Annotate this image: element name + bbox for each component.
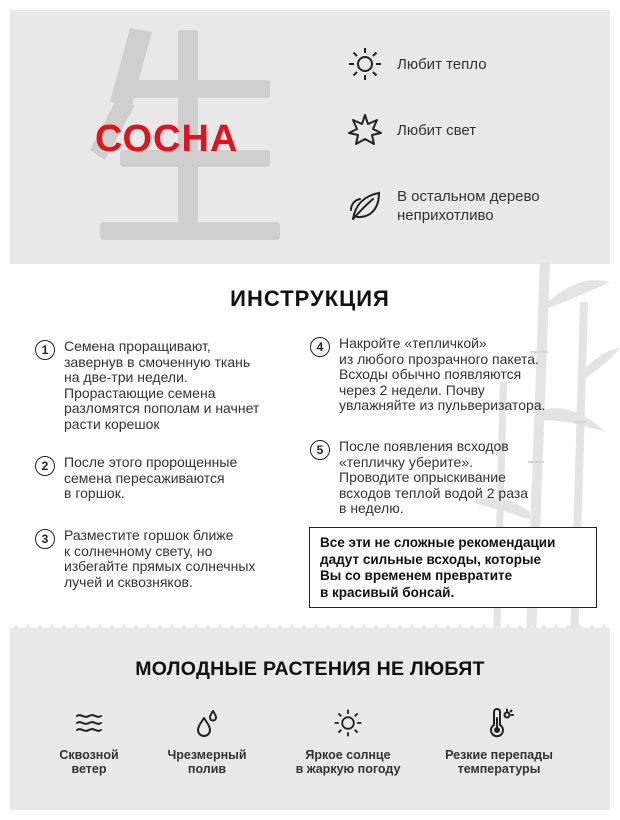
step-number: 3 [35,529,55,549]
star-light-icon [345,110,385,150]
step-number: 5 [310,440,330,460]
wind-icon [72,706,106,740]
step-text: Накройте «тепличкой» из любого прозрачного пакета. Всходы обычно появляются через 2 недели. Почву увлажняйте из пульверизатора. [339,335,546,413]
feature-label: В остальном дерево неприхотливо [397,188,540,224]
step-1 [35,339,259,432]
header-panel [10,10,610,264]
dislike-bright-sun [283,706,413,776]
dislikes-title: МОЛОДНЫЕ РАСТЕНИЯ НЕ ЛЮБЯТ [135,658,485,680]
step-text: После этого пророщенные семена пересаживаются в горшок. [64,454,238,501]
step-text: После появления всходов «тепличку уберите». Проводите опрыскивание всходов теплой водой 2 раза в неделю. [339,438,529,516]
step-2 [35,455,237,502]
feature-light [345,110,597,150]
feature-label: Любит свет [397,121,477,139]
dislike-wind [24,706,154,776]
dislike-overwatering [142,706,272,776]
product-title: СОСНА [95,118,239,160]
instruction-title: ИНСТРУКЦИЯ [230,286,390,311]
dislike-label: Яркое солнце в жаркую погоду [295,748,401,776]
recommendation-note: Все эти не сложные рекомендации дадут сильные всходы, которые Вы со временем превратите в красивый бонсай. [309,527,597,608]
step-4 [310,336,545,414]
dislike-label: Резкие перепады температуры [445,748,553,776]
feature-warmth [345,44,597,84]
water-drops-icon [190,706,224,740]
step-5 [310,439,528,517]
dislike-label: Сквозной ветер [59,748,119,776]
feature-unpretentious [345,186,597,226]
sun-icon [345,44,385,84]
sun-icon [331,706,365,740]
step-number: 1 [35,340,55,360]
feature-label: Любит тепло [397,55,487,73]
step-text: Разместите горшок ближе к солнечному свету, но избегайте прямых солнечных лучей и сквозняков. [64,527,256,590]
dislike-temperature-changes [434,706,564,776]
step-number: 2 [35,456,55,476]
leaf-icon [345,186,385,226]
step-3 [35,528,255,590]
thermometer-icon [482,706,516,740]
dislike-label: Чрезмерный полив [167,748,247,776]
step-text: Семена проращивают, завернув в смоченную ткань на две-три недели. Прорастающие семена разломятся пополам и начнет расти корешок [64,338,260,432]
dislikes-panel [10,628,610,810]
step-number: 4 [310,337,330,357]
